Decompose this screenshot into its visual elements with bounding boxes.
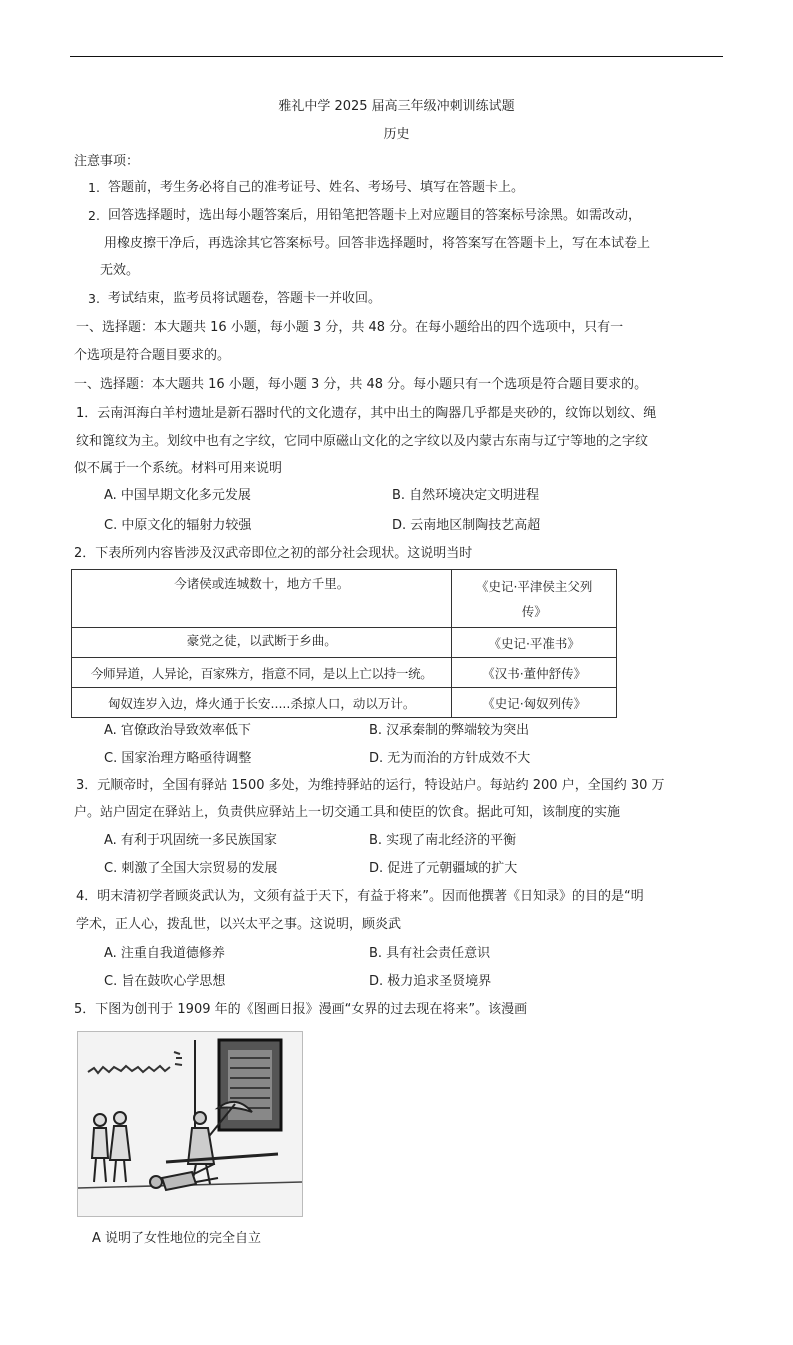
q1-line-2: 纹和篦纹为主。划纹中也有之字纹，它同中原磁山文化的之字纹以及内蒙古东南与辽宁等地的之字纹	[76, 434, 649, 449]
q1-option-c: C. 中原文化的辐射力较强	[104, 518, 252, 533]
q3-option-d: D. 促进了元朝疆域的扩大	[369, 861, 518, 876]
q1-option-d: D. 云南地区制陶技艺高超	[392, 518, 541, 533]
q4-option-c: C. 旨在鼓吹心学思想	[104, 974, 226, 989]
q2-stem: 2．下表所列内容皆涉及汉武帝即位之初的部分社会现状。这说明当时	[74, 546, 473, 561]
q2-option-c: C. 国家治理方略亟待调整	[104, 751, 252, 766]
q2-option-d: D. 无为而治的方针成效不大	[369, 751, 531, 766]
table-cell-source: 《史记·匈奴列传》	[452, 688, 617, 718]
q3-option-b: B. 实现了南北经济的平衡	[369, 833, 517, 848]
table-cell-text: 今师异道，人异论，百家殊方，指意不同，是以上亡以持一统。	[72, 658, 452, 688]
table-row	[72, 570, 617, 628]
q5-option-a: A 说明了女性地位的完全自立	[92, 1231, 262, 1246]
q3-line-2: 户。站户固定在驿站上，负责供应驿站上一切交通工具和使臣的饮食。据此可知，该制度的实施	[74, 805, 621, 820]
q3-option-c: C. 刺激了全国大宗贸易的发展	[104, 861, 278, 876]
top-rule	[70, 56, 723, 57]
source-line: 传》	[521, 603, 547, 619]
notice-1-num: 1.	[88, 180, 100, 195]
q3-option-a: A. 有利于巩固统一多民族国家	[104, 833, 277, 848]
q4-option-d: D. 极力追求圣贤境界	[369, 974, 492, 989]
q2-option-a: A. 官僚政治导致效率低下	[104, 723, 251, 738]
q4-option-b: B. 具有社会责任意识	[369, 946, 491, 961]
notice-heading: 注意事项：	[74, 154, 140, 169]
cartoon-image	[77, 1031, 303, 1217]
q4-line-2: 学术，正人心，拨乱世，以兴太平之事。这说明，顾炎武	[76, 917, 402, 932]
notice-3-num: 3.	[88, 291, 100, 306]
q3-line-1: 3．元顺帝时，全国有驿站 1500 多处，为维持驿站的运行，特设站户。每站约 200 户，全国约 30 万	[76, 778, 665, 793]
table-cell-source: 《汉书·董仲舒传》	[452, 658, 617, 688]
exam-title: 雅礼中学 2025 届高三年级冲刺训练试题	[278, 99, 515, 114]
notice-2-line-2: 用橡皮擦干净后，再选涂其它答案标号。回答非选择题时，将答案写在答题卡上，写在本试卷上	[104, 236, 651, 251]
q5-stem: 5．下图为创刊于 1909 年的《图画日报》漫画“女界的过去现在将来”。该漫画	[74, 1002, 528, 1017]
q2-option-b: B. 汉承秦制的弊端较为突出	[369, 723, 530, 738]
table-cell-text: 今诸侯或连城数十，地方千里。	[72, 570, 452, 628]
table-row	[72, 628, 617, 658]
source-line: 《史记·平津侯主父列	[475, 578, 593, 594]
section1-line-3: 一、选择题：本大题共 16 小题，每小题 3 分，共 48 分。每小题只有一个选项是符合题目要求的。	[74, 377, 648, 392]
cartoon-drawing	[78, 1032, 302, 1216]
q1-option-a: A. 中国早期文化多元发展	[104, 488, 251, 503]
table-cell-source: 《史记·平准书》	[452, 628, 617, 658]
notice-3-text: 考试结束，监考员将试题卷，答题卡一并收回。	[108, 291, 382, 306]
table-row	[72, 658, 617, 688]
section1-line-1: 一、选择题：本大题共 16 小题，每小题 3 分，共 48 分。在每小题给出的四个选项中，只有一	[76, 320, 624, 335]
table-cell-text: 豪党之徒，以武断于乡曲。	[72, 628, 452, 658]
q1-option-b: B. 自然环境决定文明进程	[392, 488, 540, 503]
q4-option-a: A. 注重自我道德修养	[104, 946, 225, 961]
table-cell-source	[452, 570, 617, 628]
section1-line-2: 个选项是符合题目要求的。	[74, 348, 231, 363]
table-row	[72, 688, 617, 718]
notice-2-line-3: 无效。	[100, 263, 140, 278]
q2-source-table	[71, 569, 617, 718]
notice-2-line-1: 回答选择题时，选出每小题答案后，用铅笔把答题卡上对应题目的答案标号涂黑。如需改动，	[108, 208, 642, 223]
subject-title: 历史	[383, 127, 410, 142]
q1-line-3: 似不属于一个系统。材料可用来说明	[74, 461, 283, 476]
table-cell-text: 匈奴连岁入边，烽火通于长安.....杀掠人口，动以万计。	[72, 688, 452, 718]
notice-1-text: 答题前，考生务必将自己的准考证号、姓名、考场号、填写在答题卡上。	[108, 180, 525, 195]
q4-line-1: 4．明末清初学者顾炎武认为，文须有益于天下，有益于将来”。因而他撰著《日知录》的目的是“明	[76, 889, 644, 904]
notice-2-num: 2.	[88, 208, 100, 223]
q1-line-1: 1．云南洱海白羊村遗址是新石器时代的文化遗存，其中出土的陶器几乎都是夹砂的，纹饰以划纹、绳	[76, 406, 657, 421]
